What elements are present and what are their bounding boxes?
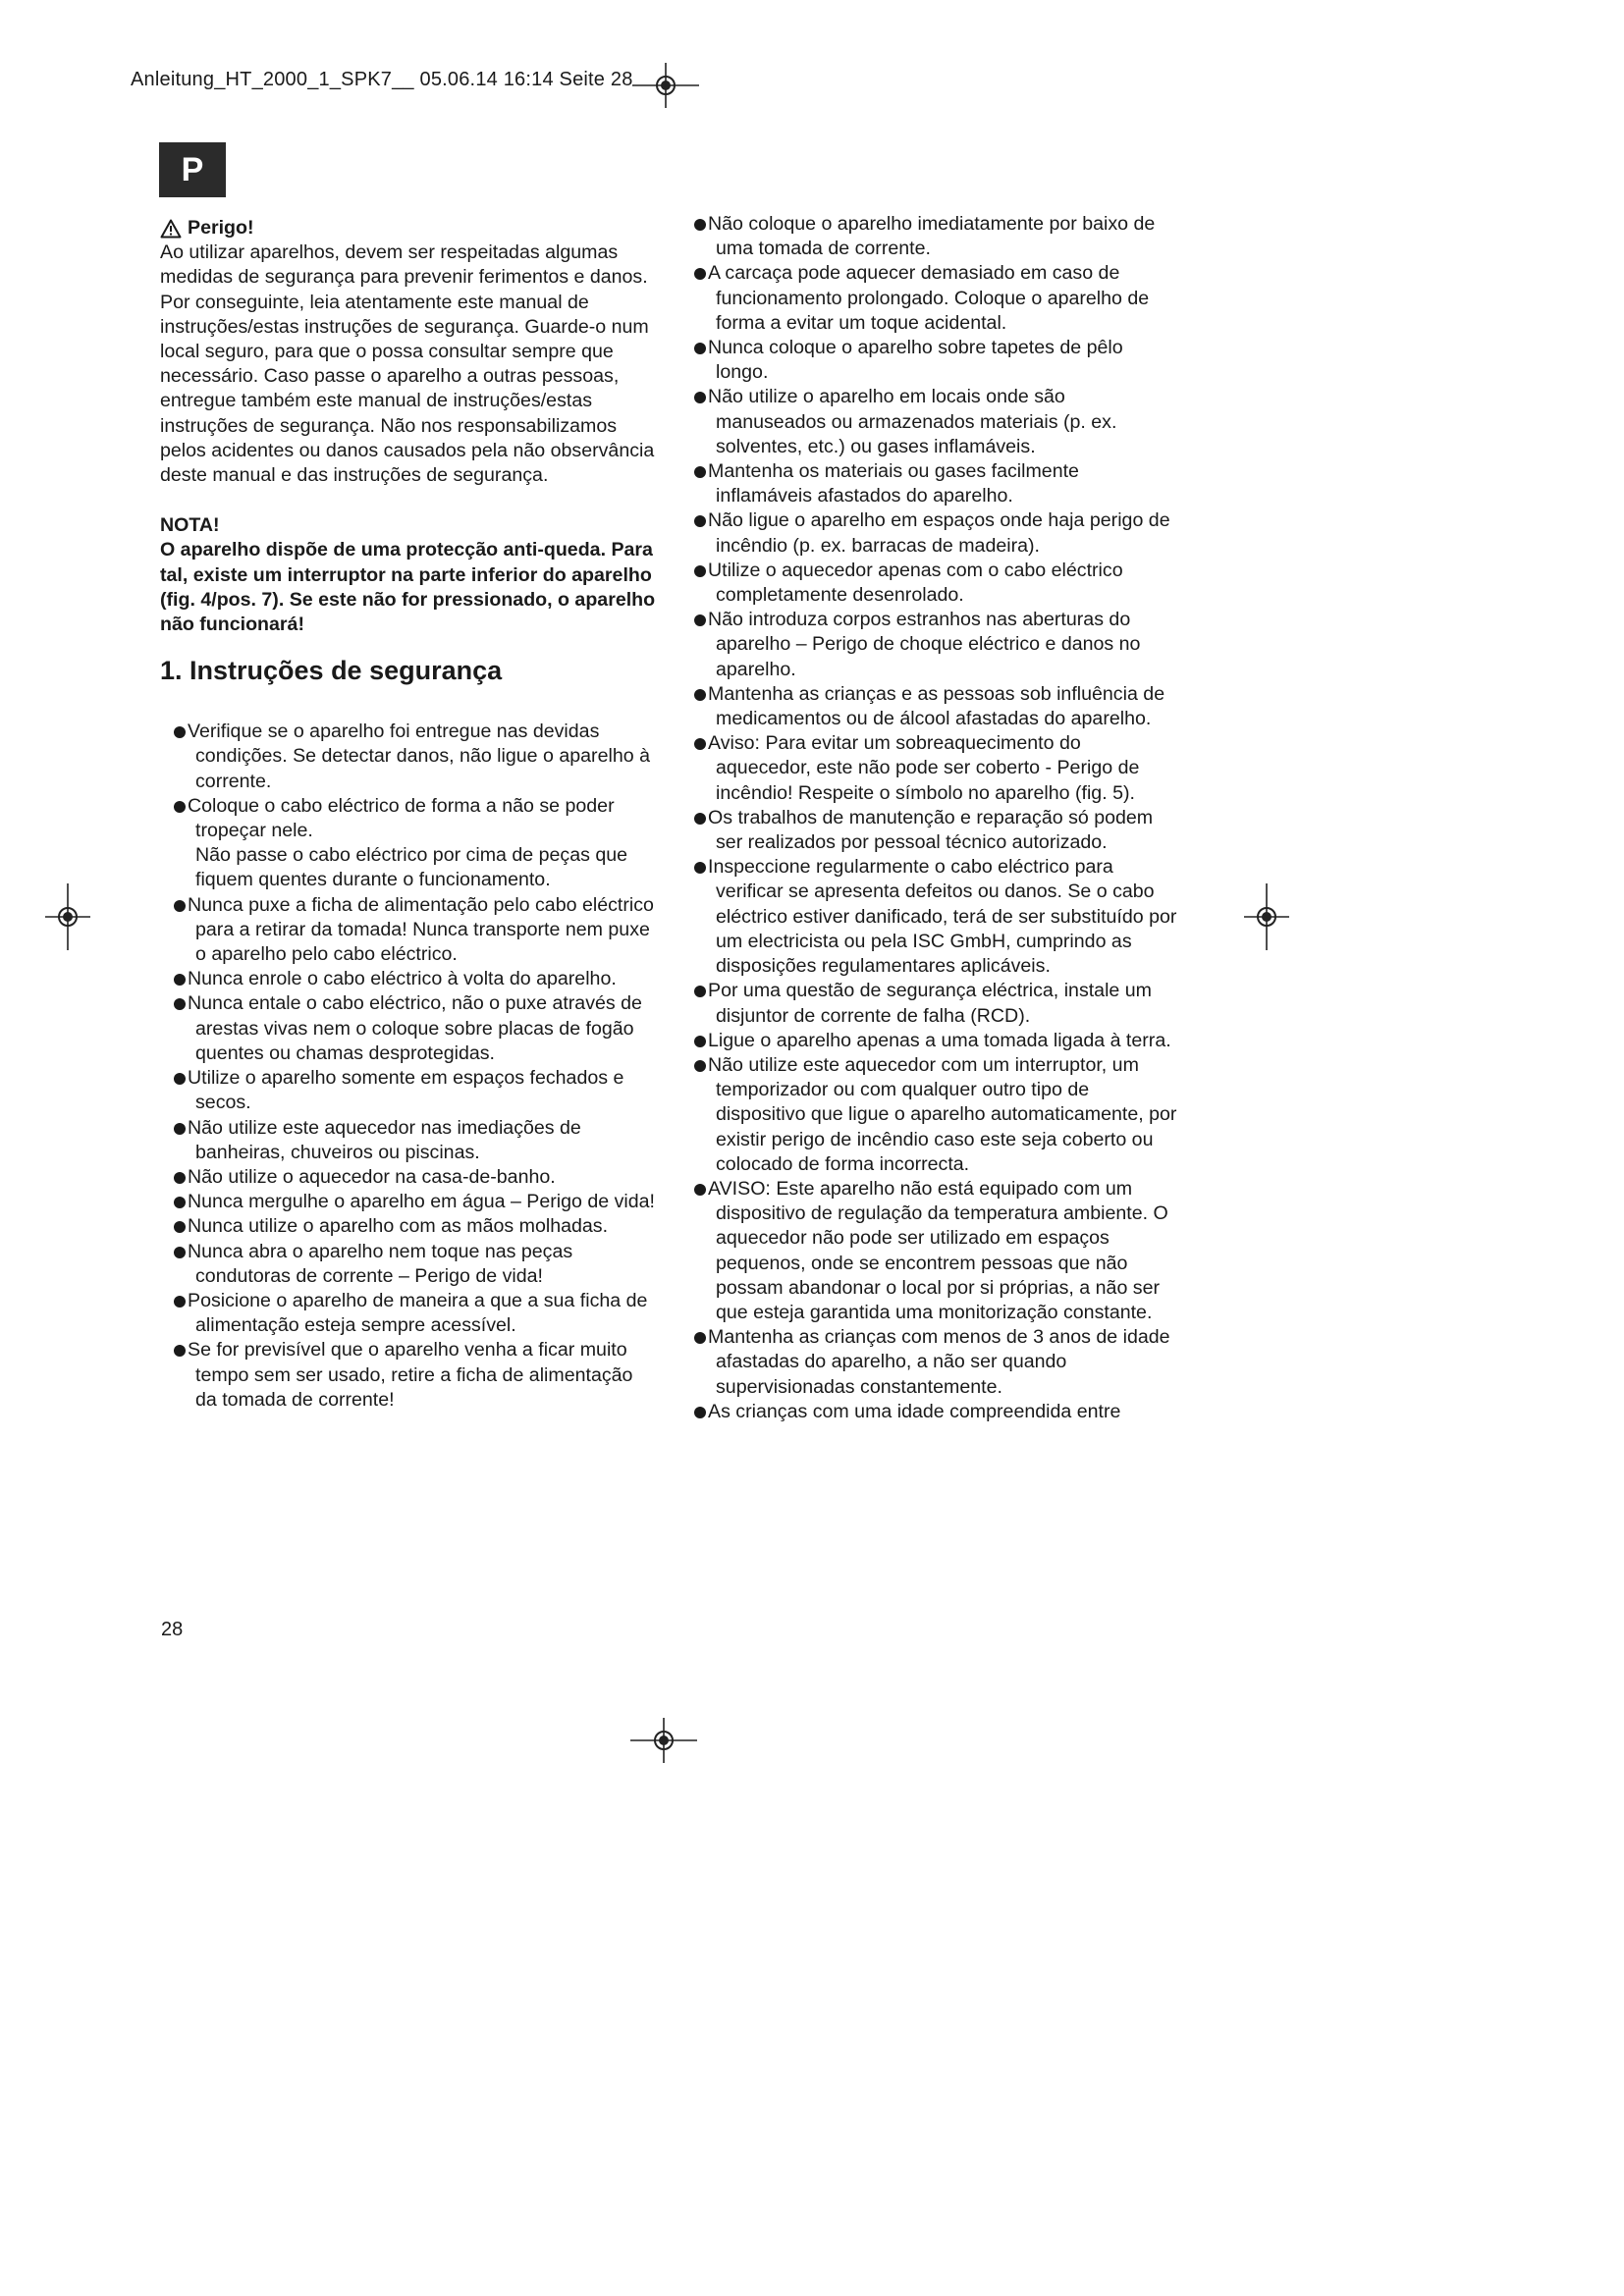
list-item: As crianças com uma idade compreendida entre — [680, 1400, 1178, 1424]
list-item: Nunca utilize o aparelho com as mãos molhadas. — [160, 1214, 658, 1239]
list-item: Os trabalhos de manutenção e reparação só podem ser realizados por pessoal técnico autorizado. — [680, 806, 1178, 855]
warning-text: Ao utilizar aparelhos, devem ser respeitadas algumas medidas de segurança para prevenir ferimentos e danos. Por conseguinte, leia atentamente este manual de instruções/estas instruções de segurança. Guarde-o num local seguro, para que o possa consultar sempre que necessário. Caso passe o aparelho a outras pessoas, entregue também este manual de instruções/estas instruções de segurança. Não nos responsabilizamos pelos acidentes ou danos causados pela não observância deste manual e das instruções de segurança. — [160, 241, 655, 487]
left-bullet-list — [160, 720, 658, 1413]
left-column — [160, 216, 658, 1413]
list-item: Inspeccione regularmente o cabo eléctrico para verificar se apresenta defeitos ou danos. Se o cabo eléctrico estiver danificado, terá de ser substituído por um electricista ou pela ISC GmbH, cumprindo as disposições regulamentares aplicáveis. — [680, 855, 1178, 979]
note-block — [160, 513, 658, 637]
list-item: Nunca entale o cabo eléctrico, não o puxe através de arestas vivas nem o coloque sobre placas de fogão quentes ou chamas desprotegidas. — [160, 991, 658, 1066]
print-header: Anleitung_HT_2000_1_SPK7__ 05.06.14 16:14 Seite 28 — [131, 69, 633, 90]
right-column — [680, 212, 1178, 1424]
list-item: Não utilize o aparelho em locais onde são manuseados ou armazenados materiais (p. ex. solventes, etc.) ou gases inflamáveis. — [680, 385, 1178, 459]
list-item: Utilize o aparelho somente em espaços fechados e secos. — [160, 1066, 658, 1115]
list-item: Mantenha as crianças e as pessoas sob influência de medicamentos ou de álcool afastadas do aparelho. — [680, 682, 1178, 731]
list-item: Nunca mergulhe o aparelho em água – Perigo de vida! — [160, 1190, 658, 1214]
page-number: 28 — [161, 1619, 184, 1640]
warning-heading — [160, 216, 658, 240]
warning-triangle-icon — [160, 219, 182, 239]
list-item: Nunca enrole o cabo eléctrico à volta do aparelho. — [160, 967, 658, 991]
list-item: AVISO: Este aparelho não está equipado com um dispositivo de regulação da temperatura ambiente. O aquecedor não pode ser utilizado em espaços pequenos, onde se encontrem pessoas que não possam abandonar o local por si próprias, a não ser que esteja garantida uma monitorização constante. — [680, 1177, 1178, 1325]
list-item: Mantenha as crianças com menos de 3 anos de idade afastadas do aparelho, a não ser quando supervisionadas constantemente. — [680, 1325, 1178, 1400]
list-item: Não utilize o aquecedor na casa-de-banho. — [160, 1165, 658, 1190]
list-item: Aviso: Para evitar um sobreaquecimento do aquecedor, este não pode ser coberto - Perigo de incêndio! Respeite o símbolo no aparelho (fig. 5). — [680, 731, 1178, 806]
registration-mark-icon — [628, 61, 703, 110]
list-item: Nunca coloque o aparelho sobre tapetes de pêlo longo. — [680, 336, 1178, 385]
list-item: Não coloque o aparelho imediatamente por baixo de uma tomada de corrente. — [680, 212, 1178, 261]
list-item: Por uma questão de segurança eléctrica, instale um disjuntor de corrente de falha (RCD). — [680, 979, 1178, 1028]
note-title: NOTA! — [160, 514, 220, 537]
list-item: Utilize o aquecedor apenas com o cabo eléctrico completamente desenrolado. — [680, 559, 1178, 608]
list-item: Não utilize este aquecedor com um interruptor, um temporizador ou com qualquer outro tipo de dispositivo que ligue o aparelho automaticamente, por existir perigo de incêndio caso este seja coberto ou colocado de forma incorrecta. — [680, 1053, 1178, 1177]
list-item: Verifique se o aparelho foi entregue nas devidas condições. Se detectar danos, não ligue o aparelho à corrente. — [160, 720, 658, 794]
list-item: Mantenha os materiais ou gases facilmente inflamáveis afastados do aparelho. — [680, 459, 1178, 508]
list-item: Não ligue o aparelho em espaços onde haja perigo de incêndio (p. ex. barracas de madeira). — [680, 508, 1178, 558]
warning-title: Perigo! — [188, 217, 254, 239]
list-item: Nunca puxe a ficha de alimentação pelo cabo eléctrico para a retirar da tomada! Nunca transporte nem puxe o aparelho pelo cabo eléctrico. — [160, 893, 658, 968]
list-item: Posicione o aparelho de maneira a que a sua ficha de alimentação esteja sempre acessível. — [160, 1289, 658, 1338]
list-item: Não introduza corpos estranhos nas aberturas do aparelho – Perigo de choque eléctrico e danos no aparelho. — [680, 608, 1178, 682]
registration-mark-icon — [626, 1716, 701, 1765]
registration-mark-icon — [43, 880, 92, 954]
registration-mark-icon — [1242, 880, 1291, 954]
list-item: Coloque o cabo eléctrico de forma a não se poder tropeçar nele. Não passe o cabo eléctrico por cima de peças que fiquem quentes durante o funcionamento. — [160, 794, 658, 893]
note-text: O aparelho dispõe de uma protecção anti-queda. Para tal, existe um interruptor na parte inferior do aparelho (fig. 4/pos. 7). Se este não for pressionado, o aparelho não funcionará! — [160, 539, 656, 636]
list-item: Ligue o aparelho apenas a uma tomada ligada à terra. — [680, 1029, 1178, 1053]
list-item: Não utilize este aquecedor nas imediações de banheiras, chuveiros ou piscinas. — [160, 1116, 658, 1165]
right-bullet-list — [680, 212, 1178, 1424]
section-heading: 1. Instruções de segurança — [160, 656, 503, 686]
list-item: A carcaça pode aquecer demasiado em caso de funcionamento prolongado. Coloque o aparelho de forma a evitar um toque acidental. — [680, 261, 1178, 336]
language-badge: P — [159, 142, 226, 197]
list-item: Se for previsível que o aparelho venha a ficar muito tempo sem ser usado, retire a ficha de alimentação da tomada de corrente! — [160, 1338, 658, 1413]
list-item: Nunca abra o aparelho nem toque nas peças condutoras de corrente – Perigo de vida! — [160, 1240, 658, 1289]
